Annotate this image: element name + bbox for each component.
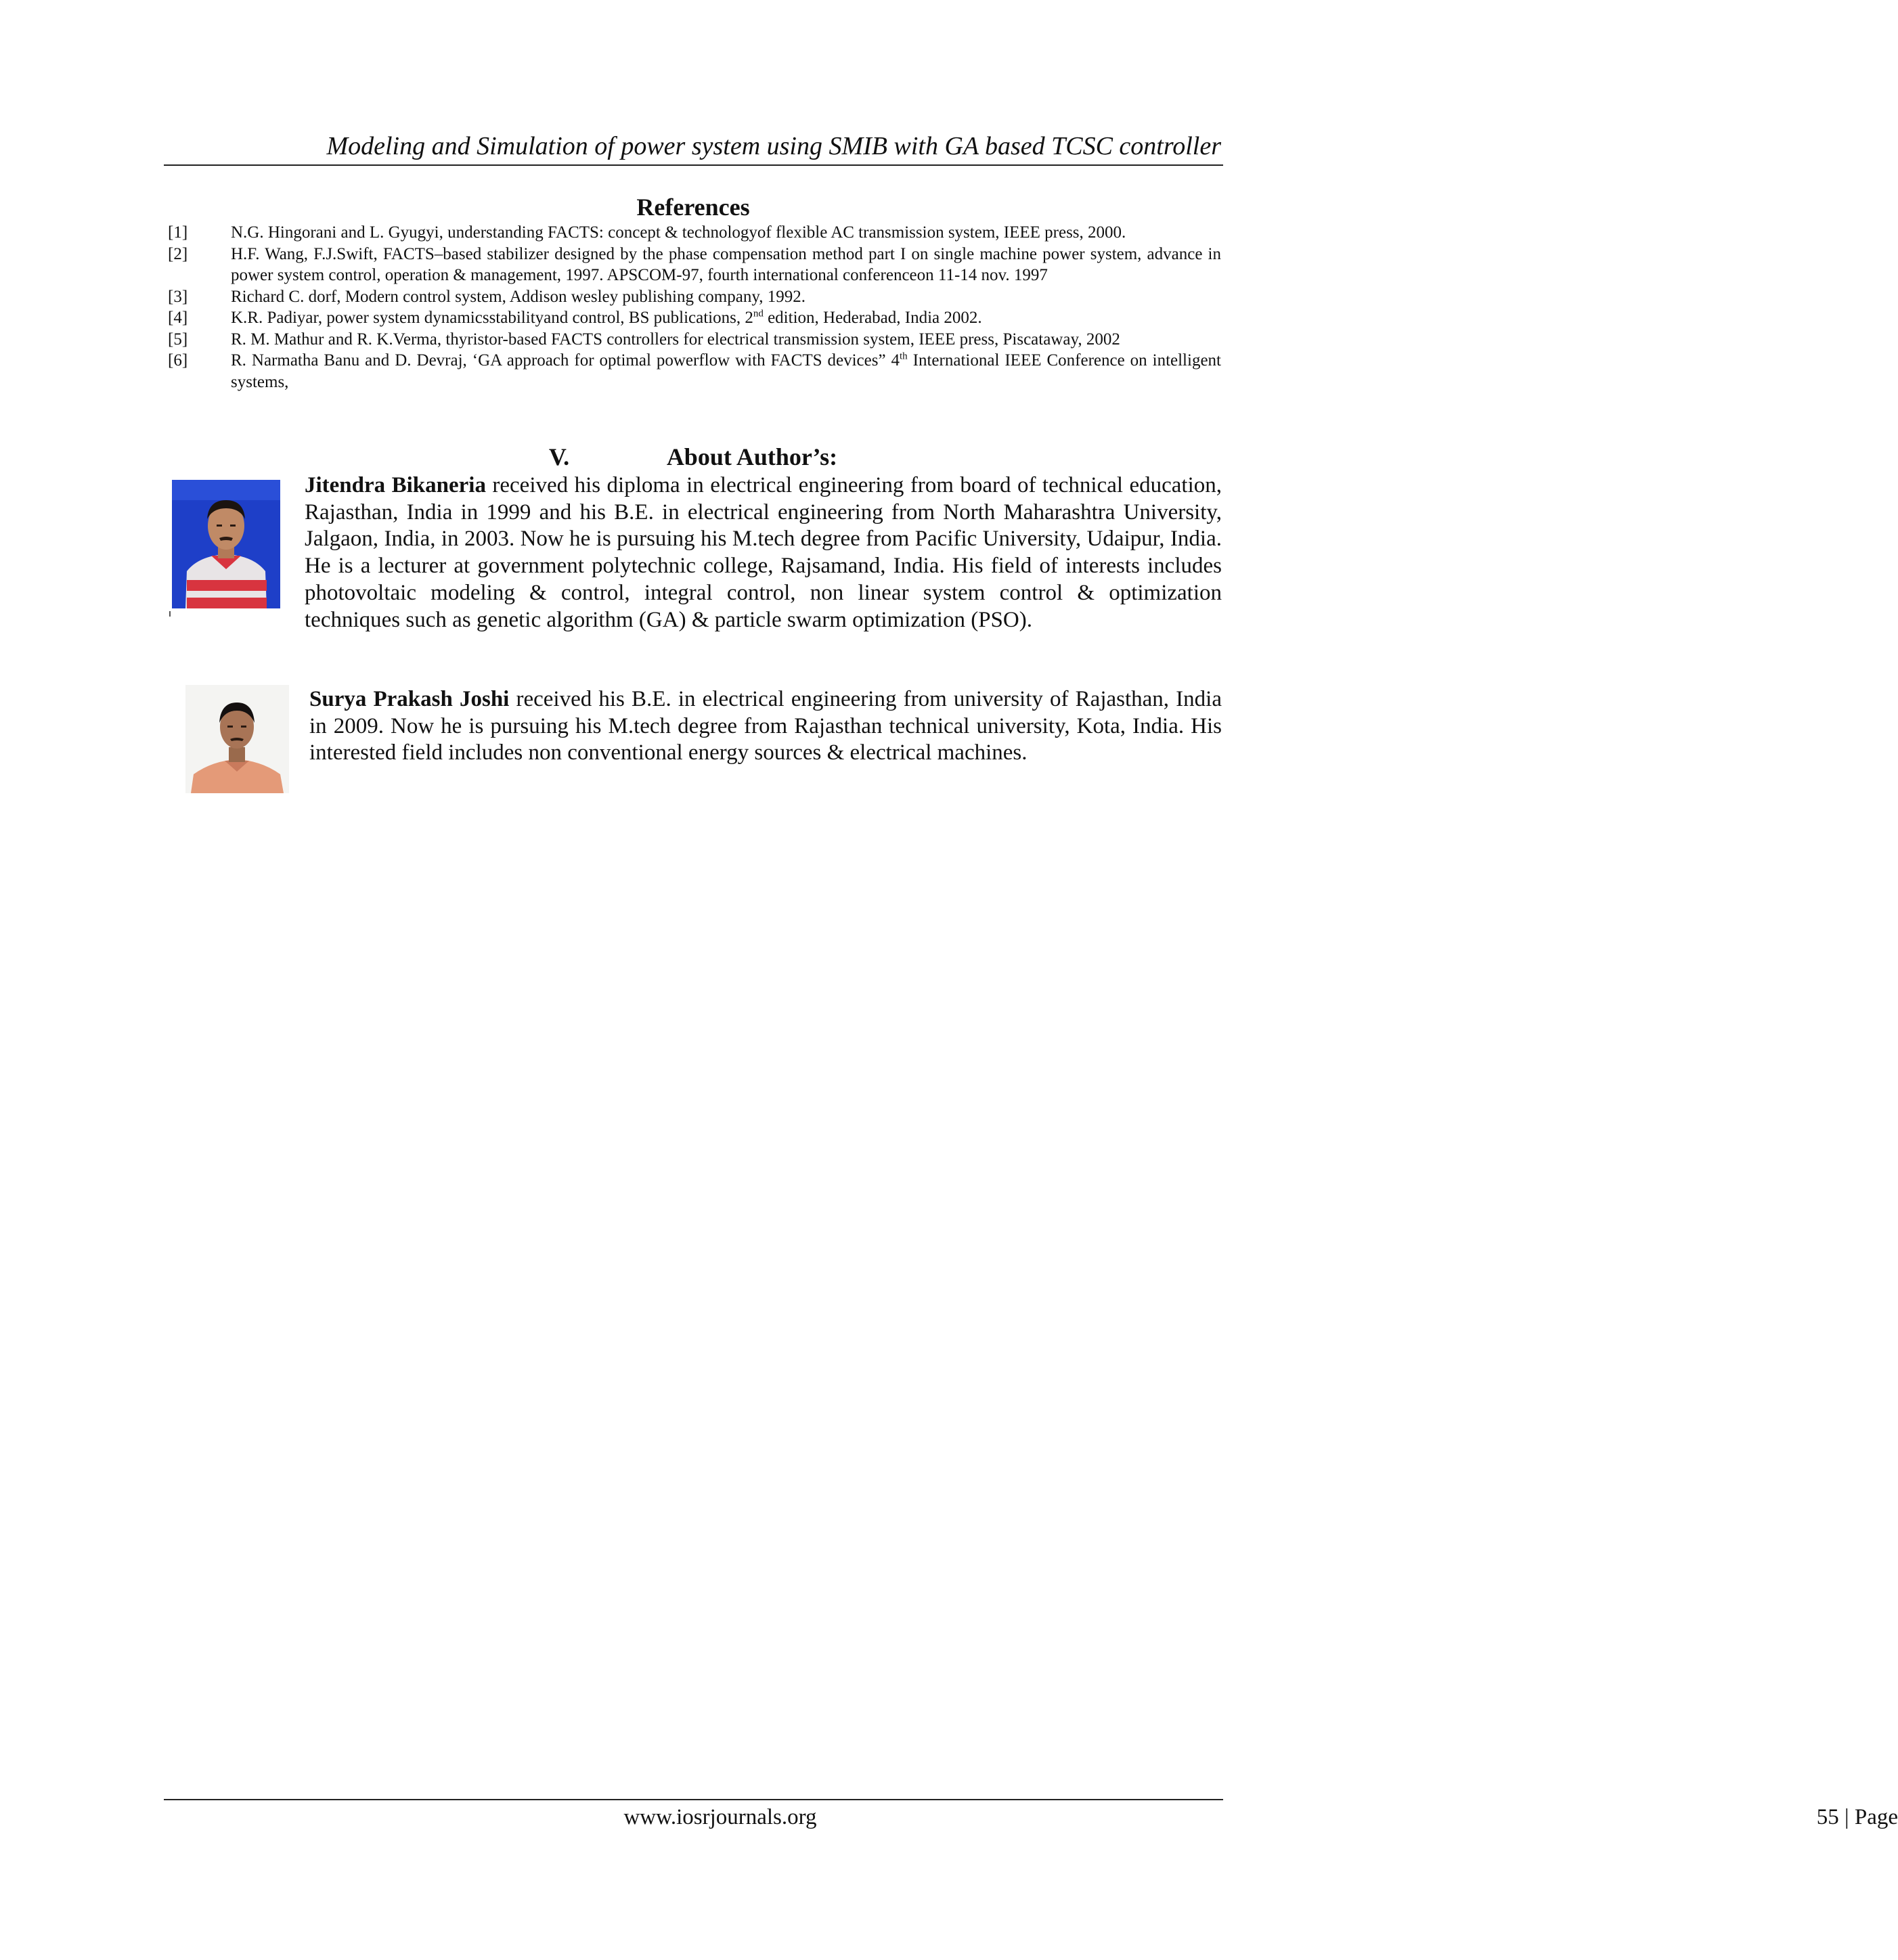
footer-page-number: 55 | Page (1816, 1805, 1898, 1829)
about-authors-heading (0, 440, 1386, 474)
reference-number: [1] (168, 223, 188, 242)
references-list (168, 222, 1221, 393)
reference-text: Richard C. dorf, Modern control system, Addison wesley publishing company, 1992. (231, 287, 805, 306)
reference-item (168, 244, 1221, 286)
ordinal-suffix: nd (753, 308, 764, 319)
reference-number: [5] (168, 330, 188, 349)
reference-item (168, 286, 1221, 308)
ordinal-suffix: th (900, 351, 908, 362)
reference-text-part: K.R. Padiyar, power system dynamicsstabilityand control, BS publications, 2 (231, 309, 753, 327)
section-number: V. (548, 443, 570, 470)
reference-text: N.G. Hingorani and L. Gyugyi, understanding FACTS: concept & technologyof flexible AC transmission system, IEEE press, 2000. (231, 223, 1126, 242)
reference-item (168, 329, 1221, 351)
author-description: received his diploma in electrical engineering from board of technical education, Rajasthan, India in 1999 and his B.E. in electrical engineering from North Maharashtra University, Jalgaon, India, in 2003. Now he is pursuing his M.tech degree from Pacific University, Udaipur, India. He is a lecturer at government polytechnic college, Rajsamand, India. His field of interests includes photovoltaic modeling & control, integral control, non linear system control & optimization techniques such as genetic algorithm (GA) & particle swarm optimization (PSO). (305, 473, 1222, 632)
author-name: Surya Prakash Joshi (309, 687, 510, 711)
author-photo (185, 685, 289, 793)
footer-website: www.iosrjournals.org (623, 1805, 817, 1829)
author-bio (309, 686, 1222, 767)
author-name: Jitendra Bikaneria (305, 473, 486, 497)
header-rule (164, 164, 1223, 166)
reference-number: [6] (168, 351, 188, 370)
reference-item (168, 307, 1221, 329)
author-bio (168, 472, 1222, 633)
reference-text-part: R. Narmatha Banu and D. Devraj, ‘GA approach for optimal powerflow with FACTS devices” 4 (231, 351, 900, 370)
running-title: Modeling and Simulation of power system using SMIB with GA based TCSC controller (326, 132, 1221, 160)
reference-number: [3] (168, 287, 188, 306)
reference-text: H.F. Wang, F.J.Swift, FACTS–based stabilizer designed by the phase compensation method part I on single machine power system, advance in power system control, operation & management, 1997. APSCOM-97, fourth international conferenceon 11-14 nov. 1997 (231, 244, 1221, 284)
reference-text-part: edition, Hederabad, India 2002. (763, 309, 982, 327)
reference-number: [4] (168, 309, 188, 327)
reference-text (231, 350, 1221, 393)
reference-text (231, 307, 1221, 329)
reference-item (168, 350, 1221, 393)
author-description: received his B.E. in electrical engineering from university of Rajasthan, India in 2009. Now he is pursuing his M.tech degree from Rajasthan technical university, Kota, India. His interested field includes non conventional energy sources & electrical machines. (309, 687, 1222, 765)
reference-item (168, 222, 1221, 244)
reference-number: [2] (168, 244, 188, 263)
footer-rule (164, 1799, 1223, 1800)
references-heading: References (636, 194, 750, 221)
reference-text: R. M. Mathur and R. K.Verma, thyristor-based FACTS controllers for electrical transmission system, IEEE press, Piscataway, 2002 (231, 330, 1120, 349)
reference-text-part: International IEEE Conference on intelligent systems, (231, 351, 1221, 391)
section-title: About Author’s: (666, 443, 838, 470)
photo-spacer (168, 472, 305, 633)
